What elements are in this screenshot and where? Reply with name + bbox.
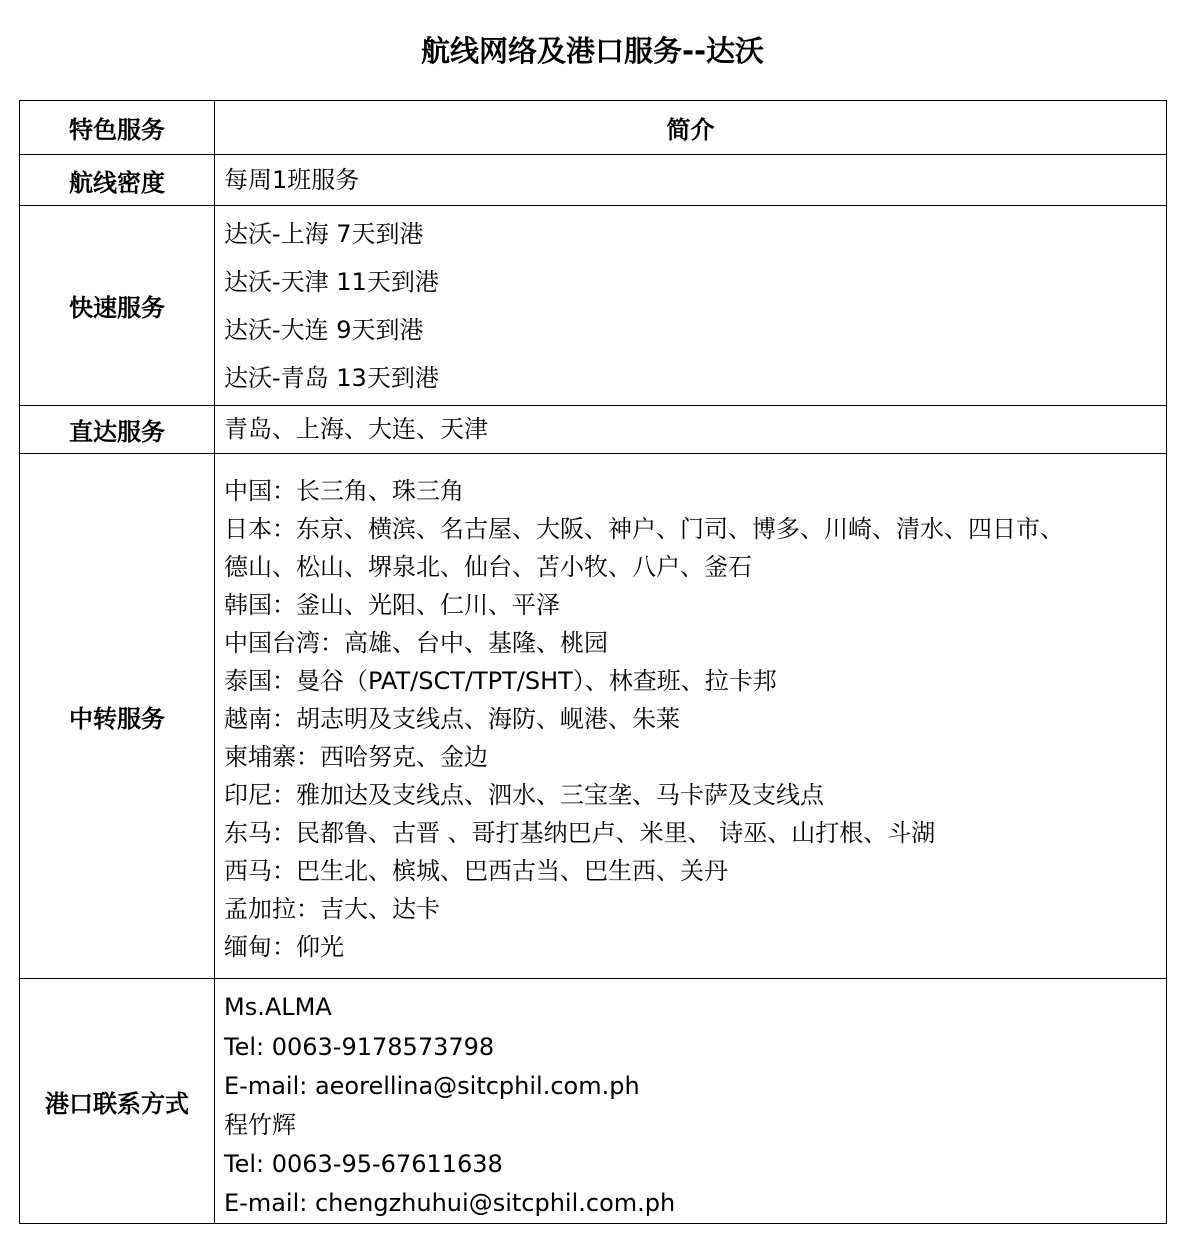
contact-name: Ms.ALMA: [224, 992, 332, 1021]
table-header-row: [20, 101, 1167, 155]
row-label-transfer: 中转服务: [20, 454, 215, 979]
express-line: 达沃-青岛 13天到港: [224, 364, 439, 392]
row-label-density: 航线密度: [20, 155, 215, 206]
transfer-line: 东马：民都鲁、古晋 、哥打基纳巴卢、米里、 诗巫、山打根、斗湖: [224, 819, 936, 847]
direct-text: 青岛、上海、大连、天津: [224, 415, 488, 443]
row-content-transfer: [215, 454, 1167, 979]
row-label-direct: 直达服务: [20, 406, 215, 454]
row-content-direct: [215, 406, 1167, 454]
express-line: 达沃-上海 7天到港: [224, 220, 424, 248]
transfer-line: 西马：巴生北、槟城、巴西古当、巴生西、关丹: [224, 857, 728, 885]
row-content-contact: [215, 979, 1167, 1224]
transfer-line: 德山、松山、堺泉北、仙台、苫小牧、八户、釜石: [224, 553, 752, 581]
row-content-density: [215, 155, 1167, 206]
header-feature: 特色服务: [20, 101, 215, 155]
express-line: 达沃-大连 9天到港: [224, 316, 424, 344]
table-row-express: [20, 206, 1167, 406]
transfer-line: 柬埔寨：西哈努克、金边: [224, 743, 488, 771]
table-row-direct: [20, 406, 1167, 454]
transfer-line: 孟加拉：吉大、达卡: [224, 895, 440, 923]
transfer-line: 越南：胡志明及支线点、海防、岘港、朱莱: [224, 705, 680, 733]
row-content-express: [215, 206, 1167, 406]
header-description: 简介: [215, 101, 1167, 155]
table-row-density: [20, 155, 1167, 206]
page-title: 航线网络及港口服务--达沃: [420, 34, 765, 68]
service-table: [19, 100, 1167, 1224]
transfer-line: 韩国：釜山、光阳、仁川、平泽: [224, 591, 560, 619]
contact-name: 程竹辉: [224, 1110, 296, 1139]
row-label-contact: 港口联系方式: [20, 979, 215, 1224]
express-line: 达沃-天津 11天到港: [224, 268, 439, 296]
contact-phone: Tel: 0063-95-67611638: [224, 1149, 503, 1178]
transfer-line: 日本：东京、横滨、名古屋、大阪、神户、门司、博多、川崎、清水、四日市、: [224, 515, 1064, 543]
contact-email: E-mail: chengzhuhui@sitcphil.com.ph: [224, 1188, 676, 1217]
transfer-line: 中国：长三角、珠三角: [224, 477, 464, 505]
transfer-line: 中国台湾：高雄、台中、基隆、桃园: [224, 629, 608, 657]
row-label-express: 快速服务: [20, 206, 215, 406]
transfer-line: 泰国：曼谷（PAT/SCT/TPT/SHT）、林查班、拉卡邦: [224, 667, 777, 695]
contact-phone: Tel: 0063-9178573798: [224, 1032, 495, 1061]
contact-email: E-mail: aeorellina@sitcphil.com.ph: [224, 1071, 640, 1100]
transfer-line: 缅甸：仰光: [224, 933, 344, 961]
table-row-transfer: [20, 454, 1167, 979]
density-text: 每周1班服务: [224, 166, 360, 194]
transfer-line: 印尼：雅加达及支线点、泗水、三宝垄、马卡萨及支线点: [224, 781, 824, 809]
table-row-contact: [20, 979, 1167, 1224]
